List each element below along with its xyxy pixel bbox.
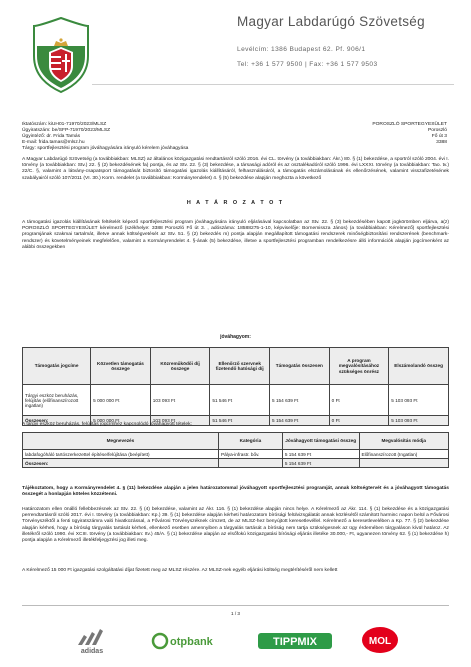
ref-line: Ügyintéző: dr. Frida Tamás [22,134,81,140]
org-phone: Tel: +36 1 577 9500 | Fax: +36 1 577 9503 [237,61,378,68]
ref-line: E-mail: frida.tamas@mlsz.hu [22,140,85,146]
ref-line: Iktatószám: kiUH01-71970/2023/MLSZ [22,122,107,127]
column-header: Elszámolandó összeg [389,348,449,385]
sponsor-name: otpbank [170,636,213,648]
table-row [23,450,449,459]
sponsor-name: TIPPMIX [272,636,318,648]
decision-heading: H A T Á R O Z A T O T [186,200,285,206]
publication-notice: Tájékoztatom, hogy a Kormányrendelet 4. § (11) bekezdése alapján a jelen határozatommal jóváhagyott sportfejlesztési programját, annak költségtervét és a jóváhagyott támogatás összegét a honlapján köteles közzétenni. [22,486,449,498]
table-header-row [23,348,449,385]
support-summary-table [22,347,449,426]
approved-label: jóváhagyom: [220,334,251,340]
column-header: Megnevezés [23,433,219,450]
table-cell [359,459,448,468]
footer-divider [22,605,449,606]
table-cell: labdafogóháló tartószerkezettel építése/felújítása (beépített) [23,450,219,459]
recipient-line: POROSZLÓ SPORTEGYESÜLET [372,122,447,127]
column-header: Támogatás összesen [270,348,330,385]
table-cell: 51 546 Ft [210,416,270,426]
legal-remedy-paragraph: Határozatom ellen önálló fellebbezésnek az Stv. 22. § (4) bekezdése, valamint az Ákr. 116. § (1) bekezdése alapján nincs helye. A Kérelmező az Ákr. 114. § (1) bekezdése és a közigazgatási perrendtartásról szóló 2017. évi I. törvény (a továbbiakban: Kp.) 39. § (1) bekezdése alapján kérheti határozatom bírósági felülvizsgálatát annak közlésétől számított harminc napon belül a Fővárosi Törvényszéktől a fenti ügyiratszámra való hivatkozással, a Fővárosi Törvényszéknek címzett, de az MLSZ-hez benyújtott keresetlevéllel. Kérelmező a keresetlevelében a Kp. 77. § (2) bekezdése alapján kérheti, hogy a bíróság tárgyalás tartását kérheti, ellenkező esetben amennyiben a tárgyalás tartását a bíróság nem tartja szükségesnek az ügy érdemében tárgyaláson kívül határoz. Az illetékről szóló 1990. évi XCIII. törvény (a továbbiakban: Itv.) 45/A. § (1) bekezdése alapján az elsőfokú közigazgatási bírósági eljárás illetéke 30.000,- Ft, ugyanezen törvény 62. § (1) bekezdése h) pontja alapján a Kérelmező illetékfeljegyzési jog illeti meg. [22,507,449,544]
decision-paragraph: A támogatási igazolás kiállításának feltételét képező sportfejlesztési program jóváhagyására irányuló eljárásával kapcsolatban az Stv. 22. § (3) bekezdésében kapott jogkörömben eljárva, a(z) POROSZLÓ SPORTEGYESÜLET kérelmező (székhelye: 3388 Poroszló Fő út 3. , adószáma: 18588275-1-10, képviselője: Bornemissza János) (a továbbiakban: Kérelmező) sportfejlesztési programjának szakmai tartalmát, illetve annak költségvetését az Stv. 51. § (2) bekezdés m) pontja alapján megállapított támogatási rendszerek minőségbiztosítási rendszerének (benchmark-rendszer) és követelményeinek megfelelően, valamint a Kormányrendelet 4. §-ának (5) bekezdése, illetve a sportfejlesztési programban rendelkezésre álló információk alapján jogcímenként az alábbi összegekben [22,220,449,250]
sponsor-name: MOL [368,636,392,647]
table-cell: 5 000 000 Ft [91,385,151,416]
sponsor-name: adidas [80,648,104,655]
table-cell: 5 154 639 Ft [282,459,359,468]
recipient-address [372,122,447,146]
table-cell: Összesen: [23,459,219,468]
column-header: Támogatás jogcíme [23,348,91,385]
recipient-line: Fő út 3 [431,134,447,140]
column-header: Közvetlen támogatás összege [91,348,151,385]
table-cell: 0 Ft [329,416,389,426]
table-cell: Összesen: [23,416,91,426]
table2-intro: A tárgyi eszköz beruházás, felújítás jogcímhez kapcsolódó jóváhagyott tételek: [22,422,192,427]
org-address: Levélcím: 1386 Budapest 62. Pf. 906/1 [237,46,366,53]
table-cell: 103 093 Ft [150,385,210,416]
column-header: Ellenőrző szervnek fizetendő hatósági díj [210,348,270,385]
table-cell: 5 154 639 Ft [282,450,359,459]
table-cell: 103 093 Ft [150,416,210,426]
table-cell [218,459,282,468]
table-cell: Tárgyi eszköz beruházás, felújítás (előfinanszírozott ingatlan) [23,385,91,416]
header-divider [92,84,454,85]
table-cell: 5 000 000 Ft [91,416,151,426]
recipient-line: 3388 [436,140,447,146]
table-header-row [23,433,449,450]
page-number: 1 / 3 [231,611,240,616]
adidas-logo [62,625,122,655]
otpbank-logo [150,625,230,655]
table-cell: 5 154 639 Ft [270,416,330,426]
org-name: Magyar Labdarúgó Szövetség [237,14,425,29]
approved-items-table [22,432,449,468]
ref-line: Tárgy: sportfejlesztési program jóváhagyására irányuló kérelem jóváhagyása [22,146,189,152]
table-cell: 0 Ft [329,385,389,416]
table-cell: 5 103 093 Ft [389,416,449,426]
table-cell: 5 154 639 Ft [270,385,330,416]
column-header: Megvalósítás módja [359,433,448,450]
table-cell: 5 103 093 Ft [389,385,449,416]
reference-block [22,122,188,152]
column-header: Jóváhagyott támogatási összeg [282,433,359,450]
recipient-line: Poroszló [427,128,447,134]
ref-line: Ügyiratszám: be/SFP-71970/2023/MLSZ [22,128,111,134]
table-row [23,385,449,416]
table-cell: 51 546 Ft [210,385,270,416]
column-header: Közreműködői díj összege [150,348,210,385]
table-cell: Előfinanszírozott (Ingatlan) [359,450,448,459]
intro-paragraph: A Magyar Labdarúgó Szövetség (a továbbiakban: MLSZ) az általános közigazgatási rendtartásról szóló 2016. évi CL. törvény (a továbbiakban: Ákr.) 80. § (1) bekezdése, a sportról szóló 2004. évi I. törvény (a továbbiakban: Stv.) 22. § (2) bekezdésének fa) pontja, és az Stv. 22. § (3) bekezdése, a társasági adóról és az osztalékadóról szóló 1996. évi LXXXI. törvény (a továbbiakban: Tao. tv.) 22/C. §, valamint a látvány-csapatsport támogatását biztosító támogatási igazolás kiállításáról, felhasználásáról, a támogatás elszámolásának és ellenőrzésének, valamint visszafizetésének szabályairól szóló 107/2011 (VI. 30.) Korm. rendelet (a továbbiakban: Kormányrendelet) 4. § (5) bekezdése alapján meghozta a következő [22,157,449,181]
table-cell: Pálya-infrastr. bőv. [218,450,282,459]
column-header: A program megvalósításához szükséges önrész [329,348,389,385]
table-total-row [23,459,449,468]
fee-paragraph: A Kérelmező 15 000 Ft igazgatási szolgáltatási díjat fizetett meg az MLSZ részére. Az MLSZ-nek egyéb eljárási költség megtérítéséről nem kellett [22,568,338,573]
column-header: Kategória [218,433,282,450]
mlsz-crest-logo [30,16,92,94]
mol-logo [360,625,400,655]
tippmix-logo [256,625,334,655]
